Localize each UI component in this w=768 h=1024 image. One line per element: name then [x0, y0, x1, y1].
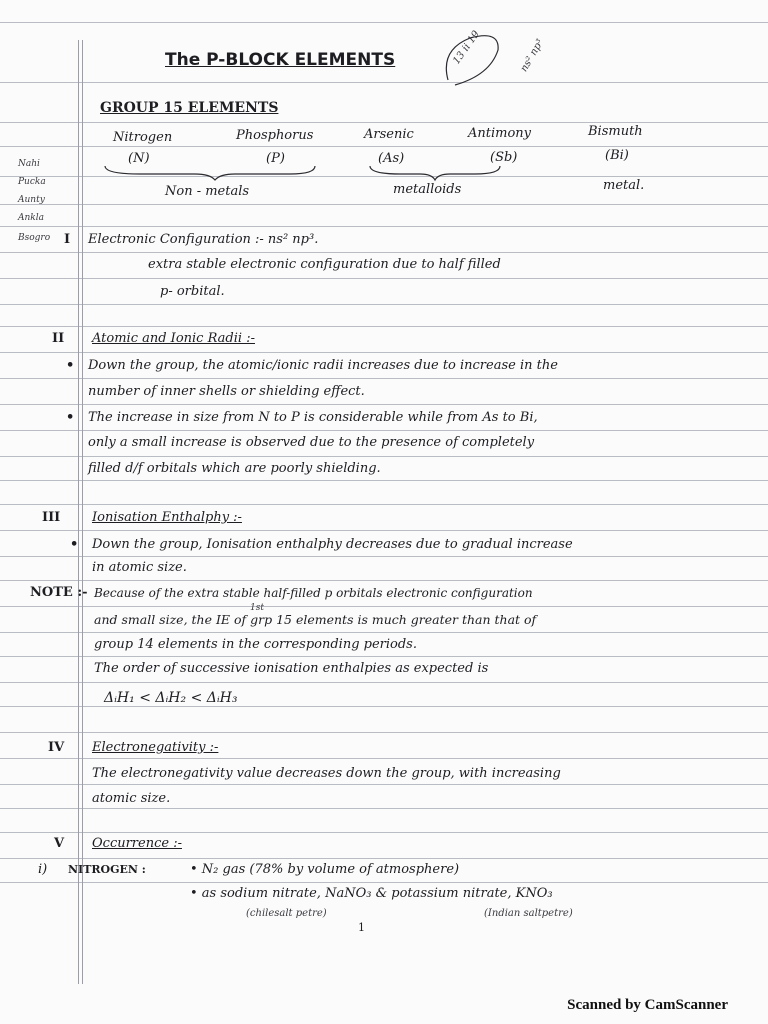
ruled-line [0, 858, 768, 859]
class-metal: metal. [603, 178, 645, 193]
section-3-marker: III [42, 510, 61, 525]
note-line-1: Because of the extra stable half-filled p orbitals electronic configuration [94, 586, 533, 600]
section-2-b1-line-2: number of inner shells or shielding effect. [88, 384, 365, 399]
section-3-heading: Ionisation Enthalphy :- [92, 510, 242, 525]
scanner-watermark: Scanned by CamScanner [567, 997, 728, 1013]
section-3-bullet-1: • [70, 537, 79, 552]
section-4-line-2: atomic size. [92, 791, 171, 806]
mnemonic-word-3: Aunty [18, 195, 45, 205]
element-name-nitrogen: Nitrogen [113, 130, 173, 145]
element-symbol-as: (As) [378, 151, 405, 166]
element-name-arsenic: Arsenic [364, 127, 414, 142]
section-5-sub-marker: i) [38, 862, 48, 877]
note-formula: ΔᵢH₁ < ΔᵢH₂ < ΔᵢH₃ [104, 690, 238, 706]
ruled-line [0, 530, 768, 531]
corner-note-loop [440, 30, 510, 90]
ruled-line [0, 252, 768, 253]
section-5-sub-label: NITROGEN : [68, 863, 146, 876]
ruled-line [0, 784, 768, 785]
ruled-line [0, 706, 768, 707]
class-nonmetals: Non - metals [165, 184, 250, 199]
section-1-line-1: extra stable electronic configuration due to half filled [148, 257, 501, 272]
ruled-line [0, 146, 768, 147]
page-title: The P-BLOCK ELEMENTS [165, 50, 396, 70]
ruled-line [0, 204, 768, 205]
ruled-line [0, 504, 768, 505]
ruled-line [0, 378, 768, 379]
ruled-line [0, 656, 768, 657]
page-number: 1 [358, 921, 365, 934]
ruled-line [0, 556, 768, 557]
section-2-b2-line-1: The increase in size from N to P is considerable while from As to Bi, [88, 410, 538, 425]
section-5-marker: V [54, 836, 65, 851]
ruled-line [0, 832, 768, 833]
ruled-line [0, 326, 768, 327]
element-symbol-sb: (Sb) [490, 150, 518, 165]
element-name-bismuth: Bismuth [588, 124, 643, 139]
ruled-line [0, 758, 768, 759]
corner-date-note: 13 ii 19 [451, 28, 483, 67]
note-line-3: group 14 elements in the corresponding periods. [94, 637, 417, 652]
section-5-heading: Occurrence :- [92, 836, 182, 851]
section-4-line-1: The electronegativity value decreases down the group, with increasing [92, 766, 561, 781]
note-line-4: The order of successive ionisation enthalpies as expected is [94, 661, 489, 676]
section-2-b2-line-3: filled d/f orbitals which are poorly shielding. [88, 461, 381, 476]
section-5-note-a: (chilesalt petre) [246, 908, 327, 919]
section-4-heading: Electronegativity :- [92, 740, 219, 755]
section-1-heading: Electronic Configuration :- ns² np³. [88, 232, 319, 247]
ruled-line [0, 404, 768, 405]
ruled-line [0, 304, 768, 305]
section-1-marker: I [64, 232, 71, 247]
ruled-line [0, 226, 768, 227]
ruled-line [0, 278, 768, 279]
margin-line-outer [78, 40, 79, 984]
element-symbol-bi: (Bi) [605, 148, 629, 163]
ruled-line [0, 808, 768, 809]
element-symbol-p: (P) [266, 151, 285, 166]
section-3-b1-line-2: in atomic size. [92, 560, 187, 575]
class-metalloids: metalloids [393, 182, 462, 197]
section-2-bullet-2: • [66, 410, 75, 425]
margin-line-inner [82, 40, 83, 984]
ruled-line [0, 122, 768, 123]
ruled-line [0, 480, 768, 481]
classification-braces [100, 162, 660, 184]
note-superscript: 1st [250, 603, 264, 613]
section-5-line-1: • N₂ gas (78% by volume of atmosphere) [190, 862, 460, 877]
ruled-line [0, 456, 768, 457]
mnemonic-word-1: Nahi [18, 159, 40, 169]
section-2-bullet-1: • [66, 358, 75, 373]
element-symbol-n: (N) [128, 151, 150, 166]
element-name-phosphorus: Phosphorus [236, 128, 314, 143]
section-4-marker: IV [48, 740, 65, 755]
ruled-line [0, 632, 768, 633]
section-2-heading: Atomic and Ionic Radii :- [92, 331, 255, 346]
ruled-line [0, 82, 768, 83]
group-heading: GROUP 15 ELEMENTS [100, 100, 279, 116]
ruled-line [0, 580, 768, 581]
ruled-line [0, 22, 768, 23]
element-name-antimony: Antimony [468, 126, 532, 141]
section-1-line-2: p- orbital. [160, 284, 225, 299]
mnemonic-word-4: Ankla [18, 213, 44, 223]
section-2-marker: II [52, 331, 65, 346]
mnemonic-word-5: Bsogro [18, 233, 51, 243]
corner-config-note: ns² np³ [518, 37, 547, 74]
ruled-line [0, 430, 768, 431]
note-marker: NOTE :- [30, 585, 88, 600]
section-2-b1-line-1: Down the group, the atomic/ionic radii increases due to increase in the [88, 358, 558, 373]
ruled-line [0, 352, 768, 353]
section-2-b2-line-2: only a small increase is observed due to the presence of completely [88, 435, 535, 450]
ruled-line [0, 682, 768, 683]
ruled-line [0, 606, 768, 607]
ruled-line [0, 732, 768, 733]
section-5-line-2: • as sodium nitrate, NaNO₃ & potassium nitrate, KNO₃ [190, 886, 553, 901]
note-line-2: and small size, the IE of grp 15 elements is much greater than that of [94, 612, 537, 627]
mnemonic-word-2: Pucka [18, 177, 46, 187]
ruled-line [0, 882, 768, 883]
section-5-note-b: (Indian saltpetre) [484, 908, 573, 919]
section-3-b1-line-1: Down the group, Ionisation enthalphy decreases due to gradual increase [92, 537, 573, 552]
